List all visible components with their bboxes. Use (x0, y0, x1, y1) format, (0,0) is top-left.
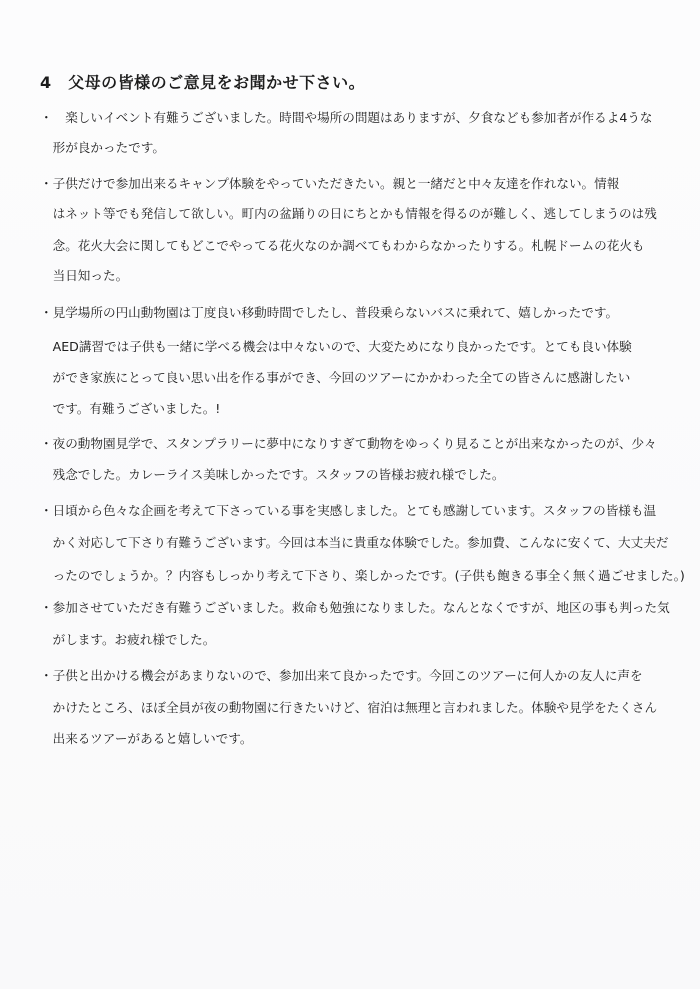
comment-line: ・子供だけで参加出来るキャンプ体験をやっていただきたい。親と一緒だと中々友達を作れない。情報 (40, 176, 620, 191)
comment-line: 形が良かったです。 (40, 140, 165, 155)
comment-line: ・見学場所の円山動物園は丁度良い移動時間でしたし、普段乗らないバスに乗れて、嬉しかったです。 (40, 305, 619, 320)
comment-line: です。有難うございました。! (40, 401, 221, 416)
comment-line: ができ家族にとって良い思い出を作る事ができ、今回のツアーにかかわった全ての皆さんに感謝したい (40, 370, 631, 385)
comment-line: はネット等でも発信して欲しい。町内の盆踊りの日にちとかも情報を得るのが難しく、逃してしまうのは残 (40, 206, 657, 221)
comment-line: 残念でした。カレーライス美味しかったです。スタッフの皆様お疲れ様でした。 (40, 467, 505, 482)
comment-line: かく対応して下さり有難うございます。今回は本当に貴重な体験でした。参加費、こんなに安くて、大丈夫だ (40, 535, 669, 550)
comment-line: ・子供と出かける機会があまりないので、参加出来て良かったです。今回このツアーに何人かの友人に声を (40, 668, 643, 683)
comment-line: 出来るツアーがあると嬉しいです。 (40, 731, 253, 746)
section-heading: 4 父母の皆様のご意見をお聞かせ下さい。 (40, 73, 366, 92)
comment-line: 念。花火大会に関してもどこでやってる花火なのか調べてもわからなかったりする。札幌ドームの花火も (40, 238, 645, 253)
comment-line: ・日頃から色々な企画を考えて下さっている事を実感しました。とても感謝しています。スタッフの皆様も温 (40, 503, 657, 518)
comment-line: かけたところ、ほぼ全員が夜の動物園に行きたいけど、宿泊は無理と言われました。体験や見学をたくさん (40, 700, 658, 715)
comment-line: AED講習では子供も一緒に学べる機会は中々ないので、大変ためになり良かったです。とても良い体験 (40, 339, 632, 354)
comment-line: ・夜の動物園見学で、スタンプラリーに夢中になりすぎて動物をゆっくり見ることが出来なかったのが、少々 (40, 436, 657, 451)
comment-line: ・ 楽しいイベント有難うございました。時間や場所の問題はありますが、夕食なども参加者が作るよ4うな (40, 110, 653, 125)
comment-line: 当日知った。 (40, 268, 129, 283)
comment-line: ・参加させていただき有難うございました。救命も勉強になりました。なんとなくですが、地区の事も判った気 (40, 600, 670, 615)
comment-line: がします。お疲れ様でした。 (40, 632, 216, 647)
comment-line: ったのでしょうか。？内容もしっかり考えて下さり、楽しかったです。(子供も飽きる事全く無く過ごせました。) (40, 568, 685, 583)
